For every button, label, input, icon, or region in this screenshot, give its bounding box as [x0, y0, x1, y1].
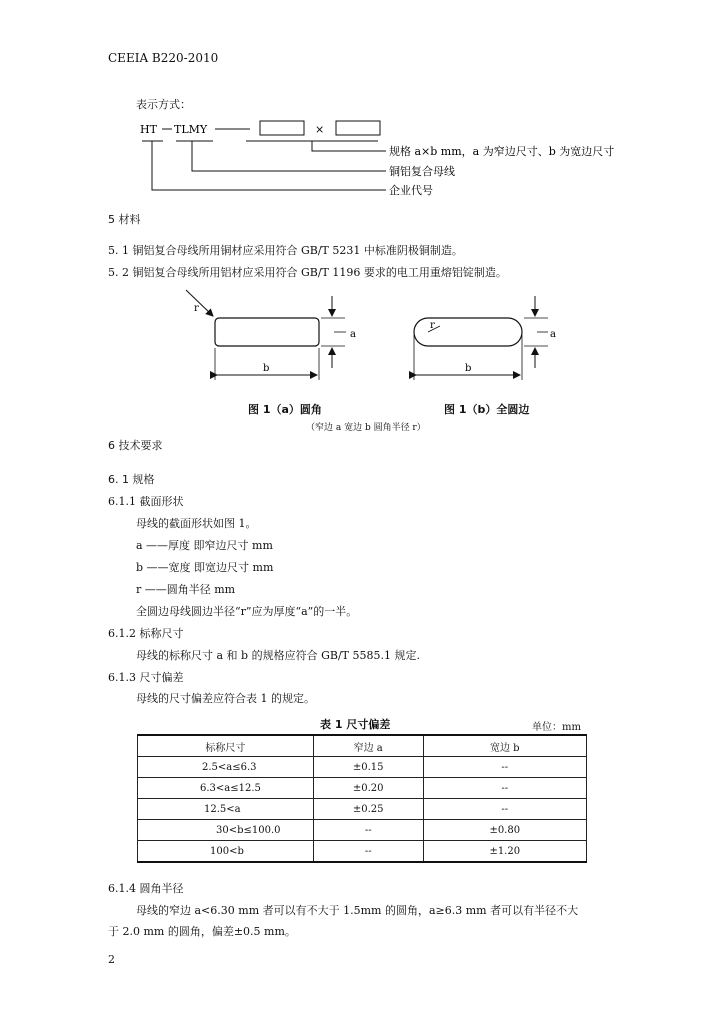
definition-r: r ——圆角半径 mm [136, 583, 236, 596]
label-a-b: a [550, 329, 556, 340]
section-5-2: 5. 2 铜铝复合母线所用铝材应采用符合 GB/T 1196 要求的电工用重熔铝锭制造。 [108, 266, 507, 279]
cell-wide: -- [423, 799, 586, 820]
cell-narrow: ±0.15 [313, 757, 423, 778]
figure-1b-caption: 图 1（b）全圆边 [444, 403, 530, 416]
leader-spec [312, 141, 386, 151]
section-6-heading: 6 技术要求 [108, 439, 163, 452]
radius-leader-a [186, 290, 213, 316]
label-b-a: b [263, 363, 270, 374]
cell-wide: ±0.80 [423, 820, 586, 841]
figure-1 [0, 280, 724, 410]
full-round-note: 全圆边母线圆边半径“r”应为厚度“a”的一半。 [136, 605, 358, 618]
section-rounded-corner [215, 318, 319, 346]
definition-b: b ——宽度 即宽边尺寸 mm [136, 561, 274, 574]
table-row [138, 841, 587, 863]
leader-company [152, 141, 386, 190]
cell-narrow: -- [313, 820, 423, 841]
table-header-row [138, 735, 587, 757]
table-row [138, 757, 587, 778]
section-6-1-4: 6.1.4 圆角半径 [108, 882, 184, 895]
section-6-1-2-text: 母线的标称尺寸 a 和 b 的规格应符合 GB/T 5585.1 规定. [136, 649, 420, 662]
cell-wide: -- [423, 757, 586, 778]
cell-wide: -- [423, 778, 586, 799]
code-ht: HT [140, 123, 157, 136]
table-row [138, 820, 587, 841]
section-6-1-3-text: 母线的尺寸偏差应符合表 1 的规定。 [136, 692, 315, 705]
figure-1a [186, 290, 356, 380]
header-wide-side: 宽边 b [423, 735, 586, 757]
section-6-1-4-line2: 于 2.0 mm 的圆角，偏差±0.5 mm。 [108, 925, 296, 938]
label-spec: 规格 a×b mm，a 为窄边尺寸、b 为宽边尺寸 [389, 145, 615, 158]
table-row [138, 799, 587, 820]
cell-narrow: ±0.20 [313, 778, 423, 799]
header-narrow-side: 窄边 a [313, 735, 423, 757]
definition-a: a ——厚度 即窄边尺寸 mm [136, 539, 273, 552]
page-number: 2 [108, 953, 115, 966]
standard-code: CEEIA B220-2010 [108, 51, 219, 65]
leader-busbar [192, 141, 386, 171]
figure-1a-caption: 图 1（a）圆角 [248, 403, 322, 416]
label-b-b: b [465, 363, 472, 374]
code-tlmy: TLMY [174, 123, 208, 136]
section-5-heading: 5 材料 [108, 213, 141, 226]
cell-wide: ±1.20 [423, 841, 586, 863]
label-r-b: r [430, 320, 435, 331]
designation-intro: 表示方式： [136, 98, 191, 111]
table-1-unit: 单位：mm [532, 722, 581, 733]
label-a-a: a [350, 329, 356, 340]
box-a [260, 121, 304, 135]
box-b [336, 121, 380, 135]
cell-size: 30<b≤100.0 [138, 820, 314, 841]
section-6-1-3: 6.1.3 尺寸偏差 [108, 671, 184, 684]
header-nominal-size: 标称尺寸 [138, 735, 314, 757]
tolerance-table [137, 734, 587, 863]
section-6-1-2: 6.1.2 标称尺寸 [108, 627, 184, 640]
section-6-1: 6. 1 规格 [108, 473, 155, 486]
cell-narrow: -- [313, 841, 423, 863]
cell-size: 12.5<a [138, 799, 314, 820]
label-company: 企业代号 [389, 184, 433, 197]
figure-1b [414, 296, 556, 380]
section-6-1-4-line1: 母线的窄边 a<6.30 mm 者可以有不大于 1.5mm 的圆角，a≥6.3 mm 者可以有半径不大 [136, 904, 579, 917]
section-5-1: 5. 1 铜铝复合母线所用铜材应采用符合 GB/T 5231 中标准阴极铜制造。 [108, 244, 463, 257]
cell-narrow: ±0.25 [313, 799, 423, 820]
section-6-1-1: 6.1.1 截面形状 [108, 495, 184, 508]
cell-size: 6.3<a≤12.5 [138, 778, 314, 799]
figure-legend: （窄边 a 宽边 b 圆角半径 r） [306, 423, 426, 433]
cell-size: 2.5<a≤6.3 [138, 757, 314, 778]
cell-size: 100<b [138, 841, 314, 863]
section-6-1-1-text: 母线的截面形状如图 1。 [136, 517, 257, 530]
times-sign: × [315, 123, 325, 136]
designation-diagram [0, 0, 724, 205]
label-r-a: r [194, 303, 199, 314]
table-1-title: 表 1 尺寸偏差 [320, 718, 391, 731]
table-row [138, 778, 587, 799]
label-busbar: 铜铝复合母线 [389, 165, 455, 178]
